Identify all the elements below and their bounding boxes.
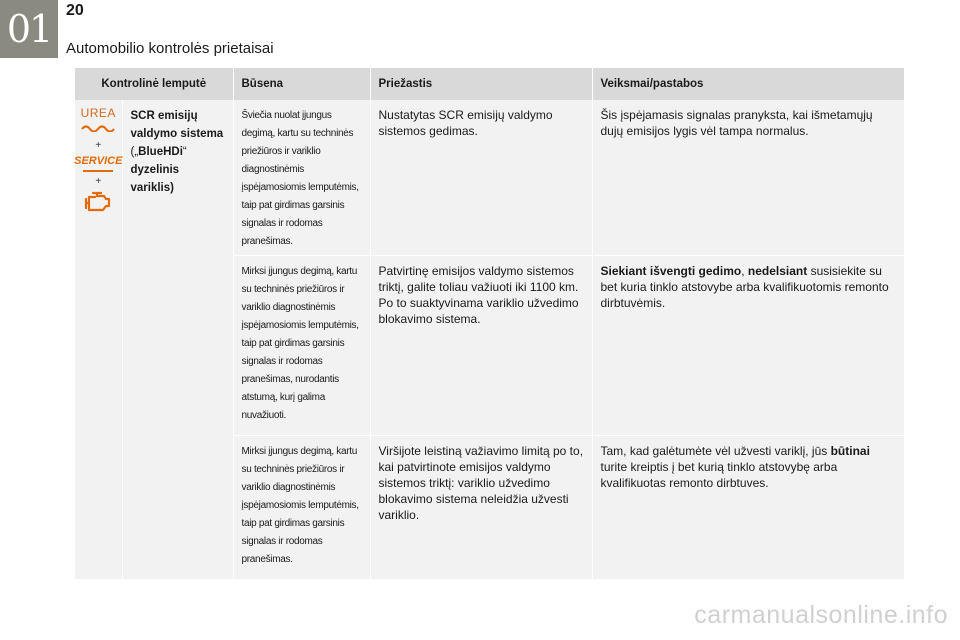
page-number: 20 xyxy=(66,2,84,19)
table-row xyxy=(75,100,904,256)
service-icon: SERVICE xyxy=(74,155,123,167)
action-cell: Tam, kad galėtumėte vėl užvesti variklį, jūs būtinai turite kreiptis į bet kurią tinklo atstovybę arba kvalifikuotas remonto dirbtuves. xyxy=(592,436,904,580)
urea-icon: UREA xyxy=(81,107,116,137)
cause-cell: Viršijote leistiną važiavimo limitą po to, kai patvirtinote emisijos valdymo sistemos triktį: variklio užvedimo blokavimo sistema neleidžia užvesti variklio. xyxy=(370,436,592,580)
indicator-name-line1: SCR emisijų valdymo sistema xyxy=(130,110,224,140)
status-cell: Mirksi įjungus degimą, kartu su techninės priežiūros ir variklio diagnostinėmis įspėjamosiomis lemputėmis, taip pat girdimas garsinis signalas ir rodomas pranešimas. xyxy=(233,436,370,580)
action-cell: Šis įspėjamasis signalas pranyksta, kai išmetamųjų dujų emisijos lygis vėl tampa normalus. xyxy=(592,100,904,256)
header-status: Būsena xyxy=(233,68,370,100)
warning-lamp-table xyxy=(75,68,905,580)
table-header-row xyxy=(75,68,904,100)
action-emphasis: būtinai xyxy=(830,444,870,458)
plus-sign: + xyxy=(95,140,102,151)
header-cause: Priežastis xyxy=(370,68,592,100)
header-actions: Veiksmai/pastabos xyxy=(592,68,904,100)
action-emphasis: Siekiant išvengti gedimo xyxy=(600,264,742,278)
indicator-icons xyxy=(75,100,122,580)
status-cell: Mirksi įjungus degimą, kartu su techninės priežiūros ir variklio diagnostinėmis įspėjamosiomis lemputėmis, taip pat girdimas garsinis signalas ir rodomas pranešimas, nurodantis atstumą, kurį galima nuvažiuoti. xyxy=(233,256,370,436)
status-cell: Šviečia nuolat įjungus degimą, kartu su techninės priežiūros ir variklio diagnostinėmis įspėjamosiomis lemputėmis, taip pat girdimas garsinis signalas ir rodomas pranešimas. xyxy=(233,100,370,256)
plus-sign: + xyxy=(95,176,102,187)
header-indicator: Kontrolinė lemputė xyxy=(75,68,233,100)
cause-cell: Nustatytas SCR emisijų valdymo sistemos gedimas. xyxy=(370,100,592,256)
indicator-name-bluehdi: BlueHDi xyxy=(138,146,183,158)
cause-cell: Patvirtinę emisijos valdymo sistemos triktį, galite toliau važiuoti iki 1100 km. Po to suaktyvinama variklio užvedimo blokavimo sistema. xyxy=(370,256,592,436)
action-emphasis: nedelsiant xyxy=(747,264,808,278)
action-cell: Siekiant išvengti gedimo, nedelsiant susisiekite su bet kuria tinklo atstovybe arba kvalifikuotomis remonto dirbtuvėmis. xyxy=(592,256,904,436)
indicator-name: SCR emisijų valdymo sistema („BlueHDi“ dyzelinis variklis) xyxy=(122,100,233,580)
wave-icon xyxy=(81,124,115,132)
service-underline-icon xyxy=(81,168,115,173)
section-title: Automobilio kontrolės prietaisai xyxy=(66,40,274,57)
watermark: carmanualsonline.info xyxy=(694,601,948,629)
chapter-tab: 01 xyxy=(0,0,58,58)
indicator-name-line3: dyzelinis variklis) xyxy=(130,164,180,194)
engine-icon xyxy=(83,191,113,213)
